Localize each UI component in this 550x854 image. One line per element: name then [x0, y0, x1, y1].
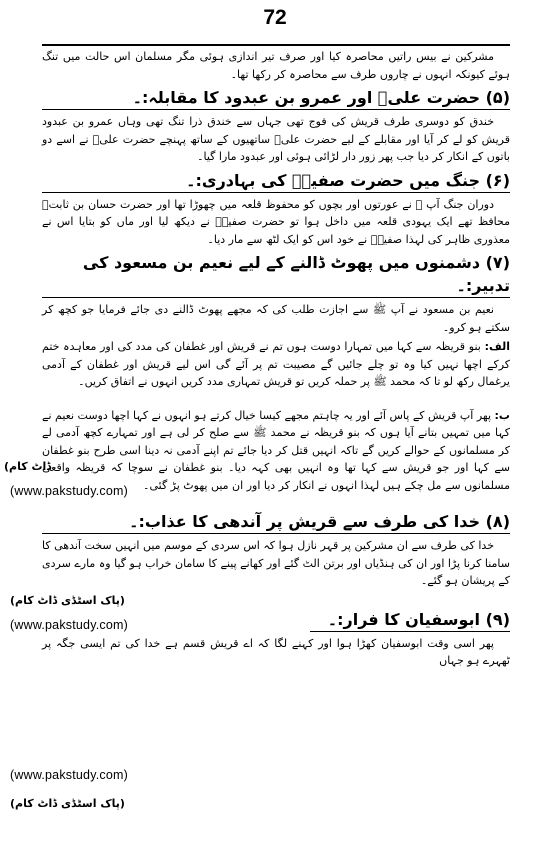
page-number: 72	[263, 6, 287, 29]
watermark-url: (www.pakstudy.com)	[10, 618, 128, 632]
section-heading	[42, 86, 510, 110]
list-item-text: بنو قریظہ سے کہا میں تمہارا دوست ہوں تم نے قریش اور غطفان کی مدد کی اور معاہدہ ختم کرکے اچھا نہیں کیا وہ تو چلے جائیں گے مصیبت تم پر آئے گی اس لیے قریش اور غطفان کے آدمی یرغمال رکھ لو تا کہ محمد ﷺ پر حملہ کریں تو قریش تمہاری مدد کریں انہوں نے اتفاق کریں۔	[42, 340, 510, 388]
list-item-text: پھر آپ قریش کے پاس آئے اور یہ چاہتم مجھے کیسا خیال کرتے ہو انہوں نے کہا اچھا دوست نعیم نے کہا میں تمہیں بتانے آیا ہوں کہ بنو قریظہ نے محمد ﷺ سے صلح کر لی ہے اور تمہارے کچھ آدمی لے کر مسلمانوں کے حوالے کریں گے تاکہ انہیں قتل کر دیا جائے تم اپنے آدمی نہ دینا اسی طرح بنو غطفان سے کہا اور جو قریش سے کہا تھا وہ انہیں بھی کہہ دیا۔ بنو غطفان نے سوچا کہ قریظہ واقعی مسلمانوں سے مل چکے ہیں لہذا انہوں نے انکار کر دیا اور ان میں پھوٹ پڑ گئی۔	[42, 408, 510, 492]
paragraph: نعیم بن مسعود نے آپ ﷺ سے اجازت طلب کی کہ مجھے پھوٹ ڈالنے دی جائے فرمایا جو کچھ کر سکتے ہو کرو۔	[42, 303, 510, 334]
section-heading-text: (۶) جنگ میں حضرت صفیہؓ کی بہادری:۔	[186, 170, 510, 190]
list-item	[42, 338, 510, 391]
section-heading-text: (۹) ابوسفیان کا فرار:۔	[327, 609, 510, 629]
paragraph: مشرکین نے بیس راتیں محاصرہ کیا اور صرف تیر اندازی ہوئی مگر مسلمان اس حالت میں تنگ ہوئے کیونکہ انہوں نے چاروں طرف سے محاصرہ کر رکھا تھا۔	[42, 50, 510, 81]
section-heading	[310, 608, 510, 632]
list-item-label: ب:	[494, 408, 510, 422]
page-content	[42, 48, 510, 672]
watermark-urdu: (پاک اسٹڈی ڈاٹ کام)	[10, 594, 125, 607]
header-rule	[42, 44, 510, 46]
section-heading	[42, 510, 510, 534]
section-heading-text: (۸) خدا کی طرف سے قریش پر آندھی کا عذاب:۔	[129, 512, 510, 531]
section-heading-text: (۵) حضرت علیؓ اور عمرو بن عبدود کا مقابلہ:۔	[132, 88, 510, 107]
paragraph: دوران جنگ آپ ﷺ نے عورتوں اور بچوں کو محفوظ قلعہ میں چھوڑا تھا اور حضرت حسان بن ثابتؓ محافظ تھے ایک یہودی قلعہ میں داخل ہوا تو حضرت صفیہؓ نے دیکھ لیا اور ماں کو بتایا اس نے معذوری ظاہر کی لہذا صفیہؓ نے خود اس کو ایک لٹھ سے مار دیا۔	[42, 197, 510, 246]
watermark-url: (www.pakstudy.com)	[10, 484, 128, 498]
list-item	[42, 407, 510, 495]
list-item-label: الف:	[484, 340, 510, 353]
section-heading	[42, 251, 510, 298]
watermark-url: (www.pakstudy.com)	[10, 768, 128, 782]
paragraph: خندق کو دوسری طرف قریش کی فوج تھی جہاں سے خندق ذرا تنگ تھی وہاں عمرو بن عبدود قریش کو لے کر آیا اور مقابلے کے لیے حضرت علیؓ ساتھیوں کے ساتھ پہنچے حضرت علیؓ نے اسے دو باتوں کے انکار کر دیا جب پھر زور دار لڑائی ہوئی اور عبدود مارا گیا۔	[42, 115, 510, 163]
section-heading-text: (۷) دشمنوں میں پھوٹ ڈالنے کے لیے نعیم بن مسعود کی تدبیر:۔	[82, 253, 510, 295]
paragraph: خدا کی طرف سے ان مشرکین پر قہر نازل ہوا کہ اس سردی کے موسم میں انہیں سخت آندھی کا سامنا کرنا پڑا اور ان کی ہنڈیاں اور برتن الٹ گئے اور کھانے پینے کا سامان خراب ہو گیا وہ مارے سردی کے پریشان ہو گئے۔	[42, 539, 510, 587]
watermark-urdu: (پاک اسٹڈی ڈاٹ کام)	[10, 797, 125, 810]
section-heading	[42, 169, 510, 193]
paragraph: پھر اسی وقت ابوسفیان کھڑا ہوا اور کہنے لگا کہ اے قریش قسم ہے خدا کی تم ایسی جگہ پر ٹھہرے ہو جہاں	[42, 636, 510, 667]
watermark-urdu: ڈاٹ کام)	[4, 460, 52, 473]
